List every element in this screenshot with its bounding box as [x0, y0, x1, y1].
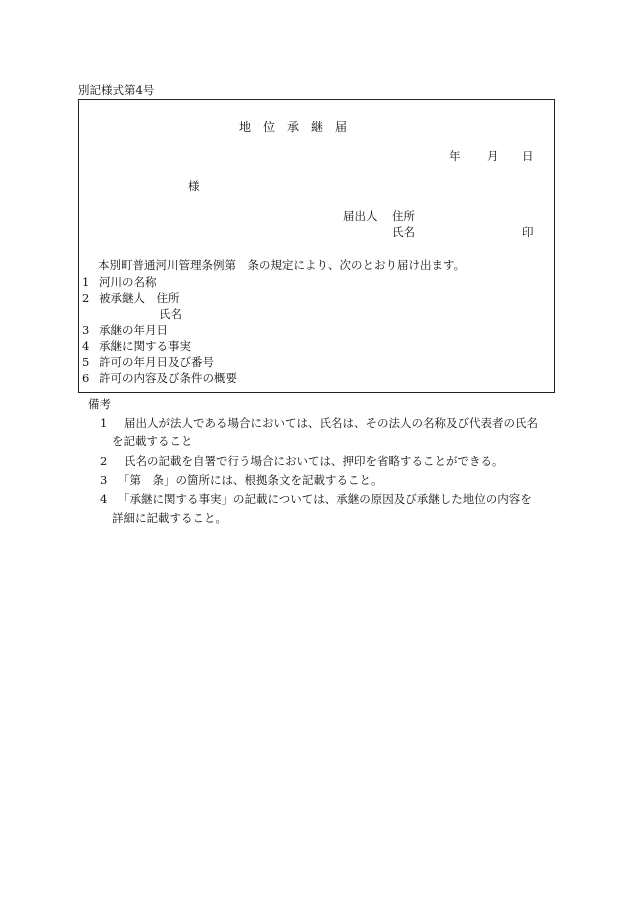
date-day: 日 — [522, 149, 534, 163]
item-text: 許可の年月日及び番号 — [99, 355, 214, 369]
form-number: 別記様式第4号 — [78, 83, 155, 97]
item-number: 1 — [82, 275, 90, 289]
seal-mark: 印 — [522, 225, 534, 239]
date-month: 月 — [487, 149, 499, 163]
item-number: 3 — [82, 323, 90, 337]
applicant-name-label: 氏名 — [392, 225, 415, 239]
date-year: 年 — [449, 149, 461, 163]
addressee-suffix: 様 — [188, 179, 200, 193]
note-number: 3 — [100, 473, 108, 487]
notes-heading: 備考 — [88, 397, 111, 411]
note-continuation: 詳細に記載すること。 — [112, 511, 227, 525]
list-item — [82, 371, 237, 386]
note-continuation: を記載すること — [112, 434, 193, 448]
note-entry — [100, 416, 538, 431]
item-number: 5 — [82, 355, 90, 369]
item-text: 河川の名称 — [99, 275, 157, 289]
note-entry — [100, 473, 383, 488]
item-text: 許可の内容及び条件の概要 — [99, 371, 237, 385]
list-item — [82, 291, 180, 306]
note-text: 「第 条」の箇所には、根拠条文を記載すること。 — [118, 473, 383, 487]
statement: 本別町普通河川管理条例第 条の規定により、次のとおり届け出ます。 — [98, 258, 466, 272]
list-item — [82, 339, 191, 354]
list-item — [82, 355, 214, 370]
note-entry — [100, 492, 532, 507]
list-item — [82, 323, 168, 338]
list-item — [82, 275, 157, 290]
note-text: 届出人が法人である場合においては、氏名は、その法人の名称及び代表者の氏名 — [124, 416, 538, 430]
note-entry — [100, 454, 504, 469]
note-text: 「承継に関する事実」の記載については、承継の原因及び承継した地位の内容を — [118, 492, 532, 506]
item-number: 2 — [82, 291, 90, 305]
form-box — [78, 99, 555, 393]
item-text: 被承継人 住所 — [99, 291, 180, 305]
item-number: 4 — [82, 339, 90, 353]
item-text: 氏名 — [159, 307, 182, 321]
form-title: 地 位 承 継 届 — [239, 120, 348, 134]
note-number: 1 — [100, 416, 108, 430]
item-text: 承継の年月日 — [99, 323, 168, 337]
item-number: 6 — [82, 371, 90, 385]
applicant-address-label: 住所 — [392, 209, 415, 223]
note-number: 2 — [100, 454, 108, 468]
item-text: 承継に関する事実 — [99, 339, 191, 353]
note-number: 4 — [100, 492, 108, 506]
note-text: 氏名の記載を自署で行う場合においては、押印を省略することができる。 — [124, 454, 504, 468]
applicant-label: 届出人 — [343, 209, 378, 223]
